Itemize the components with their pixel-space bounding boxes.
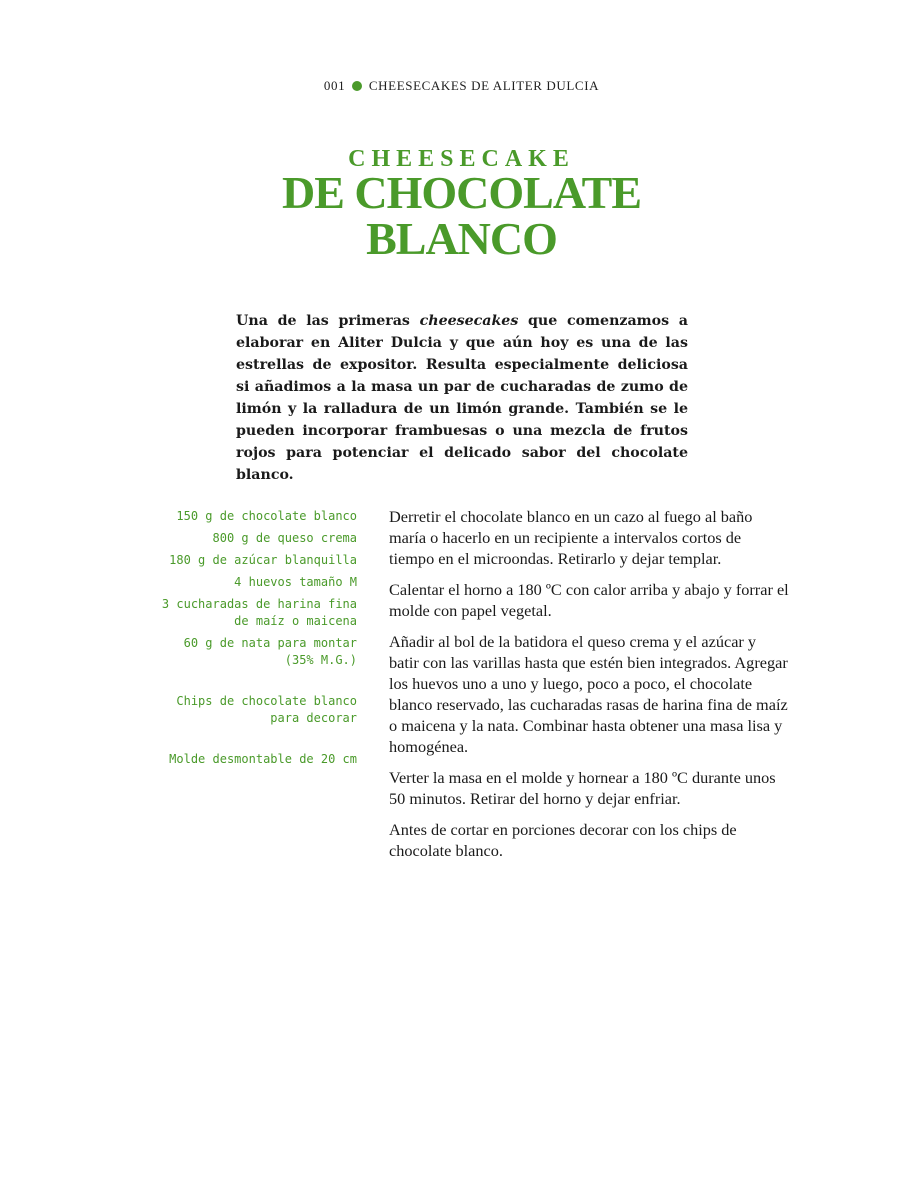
- section-title: CHEESECAKES DE ALITER DULCIA: [368, 78, 600, 93]
- title-kicker: CHEESECAKE: [348, 146, 575, 172]
- ingredients-list: [150, 508, 357, 773]
- recipe-title-line-2: BLANCO: [366, 213, 557, 264]
- recipe-title: [0, 167, 923, 264]
- instructions: [389, 506, 789, 871]
- ingredient-item: 180 g de azúcar blanquilla: [169, 553, 357, 567]
- instruction-step: Calentar el horno a 180 ºC con calor arriba y abajo y forrar el molde con papel vegetal.: [389, 580, 789, 620]
- ingredient-item: 800 g de queso crema: [212, 531, 357, 545]
- ingredient-item: 3 cucharadas de harina fina de maíz o maicena: [161, 597, 357, 628]
- intro-italic-term: cheesecakes: [419, 313, 519, 329]
- instruction-step: Añadir al bol de la batidora el queso crema y el azúcar y batir con las varillas hasta que estén bien integrados. Agregar los huevos uno a uno y luego, poco a poco, el chocolate blanco reservado, las cucharadas rasas de harina fina de maíz o maicena y la nata. Combinar hasta obtener una masa lisa y homogénea.: [389, 632, 788, 756]
- ingredient-item: 60 g de nata para montar (35% M.G.): [183, 636, 357, 667]
- instruction-step: Antes de cortar en porciones decorar con los chips de chocolate blanco.: [389, 820, 737, 860]
- intro-text-start: Una de las primeras: [236, 313, 420, 329]
- recipe-title-line-1: DE CHOCOLATE: [281, 167, 642, 218]
- instruction-step: Derretir el chocolate blanco en un cazo al fuego al baño maría o hacerlo en un recipiente a intervalos cortos de tiempo en el microondas. Retirarlo y dejar templar.: [389, 507, 753, 568]
- intro-text-end: que comenzamos a elaborar en Aliter Dulcia y que aún hoy es una de las estrellas de expositor. Resulta especialmente deliciosa si añadimos a la masa un par de cucharadas de zumo de limón y la ralladura de un limón grande. También se le pueden incorporar frambuesas o una mezcla de frutos rojos para potenciar el delicado sabor del chocolate blanco.: [236, 313, 688, 483]
- page-number: 001: [323, 78, 346, 93]
- ingredient-item: Chips de chocolate blanco para decorar: [176, 694, 357, 725]
- intro-paragraph: [236, 310, 688, 486]
- ingredient-item: 150 g de chocolate blanco: [176, 509, 357, 523]
- ingredient-item: 4 huevos tamaño M: [234, 575, 357, 589]
- running-header: [0, 78, 923, 94]
- equipment-item: Molde desmontable de 20 cm: [169, 752, 357, 766]
- instruction-step: Verter la masa en el molde y hornear a 180 ºC durante unos 50 minutos. Retirar del horno y dejar enfriar.: [389, 768, 776, 808]
- bullet-dot-icon: [352, 81, 362, 91]
